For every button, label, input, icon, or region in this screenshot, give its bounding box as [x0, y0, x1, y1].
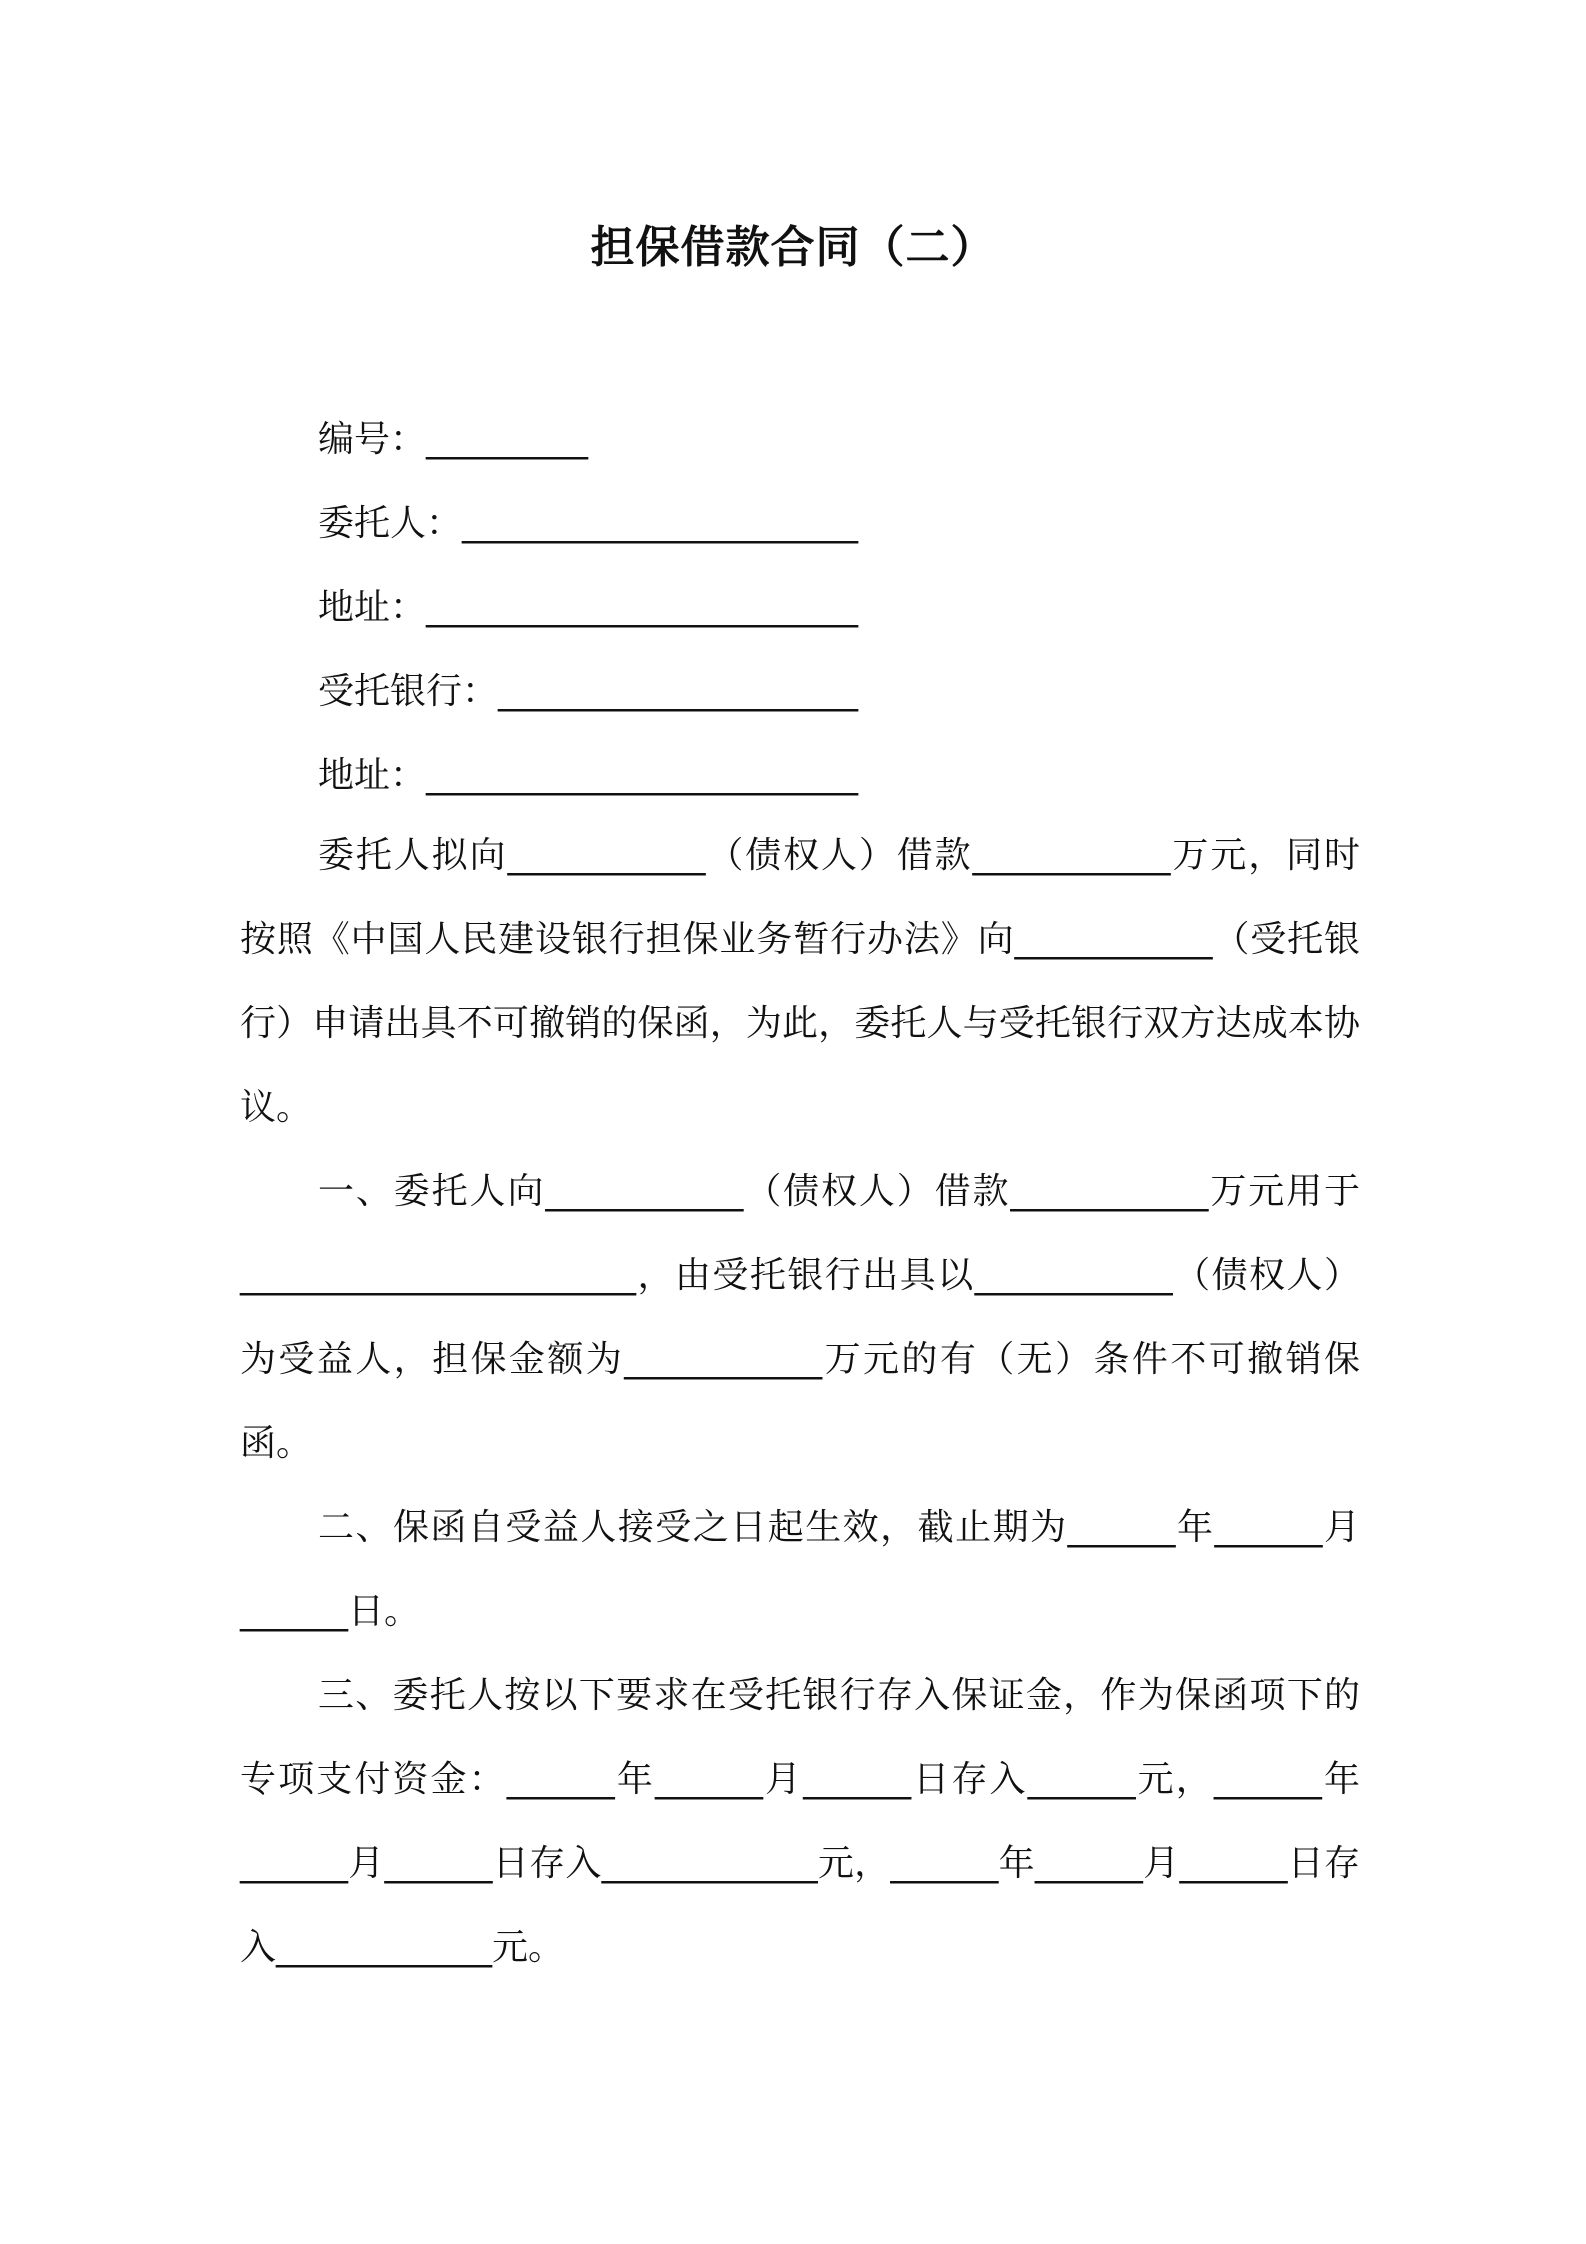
- principal-field: 委托人：______________________: [318, 503, 859, 544]
- document-title: 担保借款合同（二）: [590, 222, 996, 273]
- clause-1-paragraph: 一、委托人向___________（债权人）借款___________万元用于______________________，由受托银行出具以___________（债权人）为受益人，担保金额为___________万元的有（无）条件不可撤销保函。: [240, 1171, 1360, 1464]
- contract-number-field: 编号：_________: [318, 419, 589, 460]
- bank-field: 受托银行：____________________: [318, 671, 859, 712]
- clause-3-paragraph: 三、委托人按以下要求在受托银行存入保证金，作为保函项下的专项支付资金：______年______月______日存入______元，______年______月______日存入____________元，______年______月______日存入____________元。: [240, 1675, 1360, 1968]
- intro-paragraph: 委托人拟向___________（债权人）借款___________万元，同时按照《中国人民建设银行担保业务暂行办法》向___________（受托银行）申请出具不可撤销的保函，为此，委托人与受托银行双方达成本协议。: [240, 835, 1360, 1128]
- bank-address-field: 地址：________________________: [318, 755, 859, 796]
- clause-2-paragraph: 二、保函自受益人接受之日起生效，截止期为______年______月______日。: [240, 1507, 1360, 1632]
- principal-address-field: 地址：________________________: [318, 587, 859, 628]
